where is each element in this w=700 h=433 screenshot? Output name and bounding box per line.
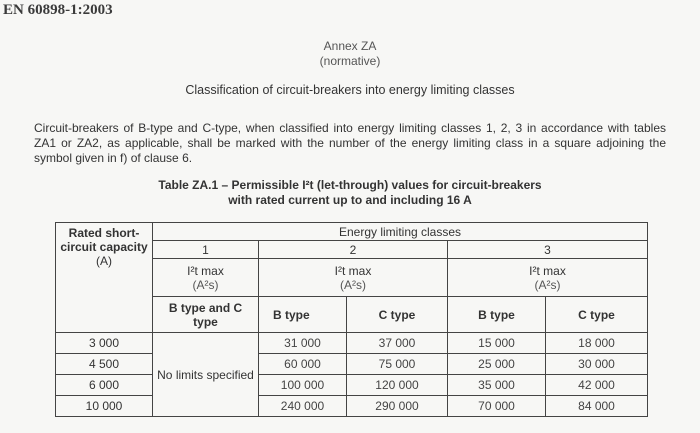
annex-label: Annex ZA — [323, 39, 377, 53]
rated-capacity-unit: (A) — [96, 254, 112, 268]
standard-number: EN 60898-1:2003 — [3, 2, 113, 18]
table-row — [56, 333, 648, 354]
class-3-c-value: 42 000 — [546, 375, 648, 396]
class-3-b-type-header: B type — [448, 297, 546, 333]
table-title-line1: Table ZA.1 – Permissible I²t (let-through) values for circuit-breakers — [158, 178, 542, 192]
class-2-c-value: 290 000 — [347, 396, 448, 417]
class-3-c-type-header: C type — [546, 297, 648, 333]
class-2-b-value: 31 000 — [259, 333, 347, 354]
class-3-b-value: 35 000 — [448, 375, 546, 396]
class-1-type-header: B type and C type — [153, 297, 259, 333]
table-title — [0, 178, 700, 208]
class-2-c-value: 75 000 — [347, 354, 448, 375]
rated-capacity-header — [56, 223, 153, 333]
table-row — [56, 375, 648, 396]
class-2-c-value: 120 000 — [347, 375, 448, 396]
i2t-unit: (A²s) — [340, 277, 366, 292]
class-3-i2t-header — [448, 259, 648, 297]
no-limits-cell: No limits specified — [153, 333, 259, 417]
class-2-b-type-header: B type — [259, 297, 347, 333]
class-2-b-value: 240 000 — [259, 396, 347, 417]
class-2-c-value: 37 000 — [347, 333, 448, 354]
annex-status: (normative) — [319, 54, 381, 68]
i2t-unit: (A²s) — [192, 277, 219, 292]
capacity-cell: 3 000 — [56, 333, 153, 354]
class-3-b-value: 70 000 — [448, 396, 546, 417]
table-title-line2: with rated current up to and including 16 A — [228, 193, 472, 207]
class-3-b-value: 25 000 — [448, 354, 546, 375]
class-3-b-value: 15 000 — [448, 333, 546, 354]
class-3-c-value: 18 000 — [546, 333, 648, 354]
class-2-b-value: 60 000 — [259, 354, 347, 375]
class-2-b-value: 100 000 — [259, 375, 347, 396]
energy-class-table — [55, 222, 648, 417]
table-row — [56, 354, 648, 375]
capacity-cell: 6 000 — [56, 375, 153, 396]
class-2-i2t-header — [259, 259, 448, 297]
i2t-label: I²t max — [529, 263, 566, 278]
class-3-c-value: 84 000 — [546, 396, 648, 417]
class-1-i2t-header — [153, 259, 259, 297]
capacity-cell: 4 500 — [56, 354, 153, 375]
intro-paragraph: Circuit-breakers of B-type and C-type, when classified into energy limiting classes 1, 2, 3 in accordance with tables ZA1 or ZA2, as applicable, shall be marked with the number of the energy limiting class in a square adjoining the symbol given in f) of clause 6. — [34, 121, 666, 165]
class-3-c-value: 30 000 — [546, 354, 648, 375]
class-1-header: 1 — [153, 241, 259, 259]
annex-title: Classification of circuit-breakers into energy limiting classes — [185, 83, 515, 97]
energy-classes-header: Energy limiting classes — [153, 223, 648, 241]
capacity-cell: 10 000 — [56, 396, 153, 417]
class-3-header: 3 — [448, 241, 648, 259]
i2t-unit: (A²s) — [534, 277, 561, 292]
i2t-label: I²t max — [187, 263, 224, 278]
class-2-c-type-header: C type — [347, 297, 448, 333]
rated-capacity-label: Rated short-circuit capacity — [60, 226, 148, 254]
i2t-label: I²t max — [334, 263, 372, 278]
table-row — [56, 396, 648, 417]
class-2-header: 2 — [259, 241, 448, 259]
